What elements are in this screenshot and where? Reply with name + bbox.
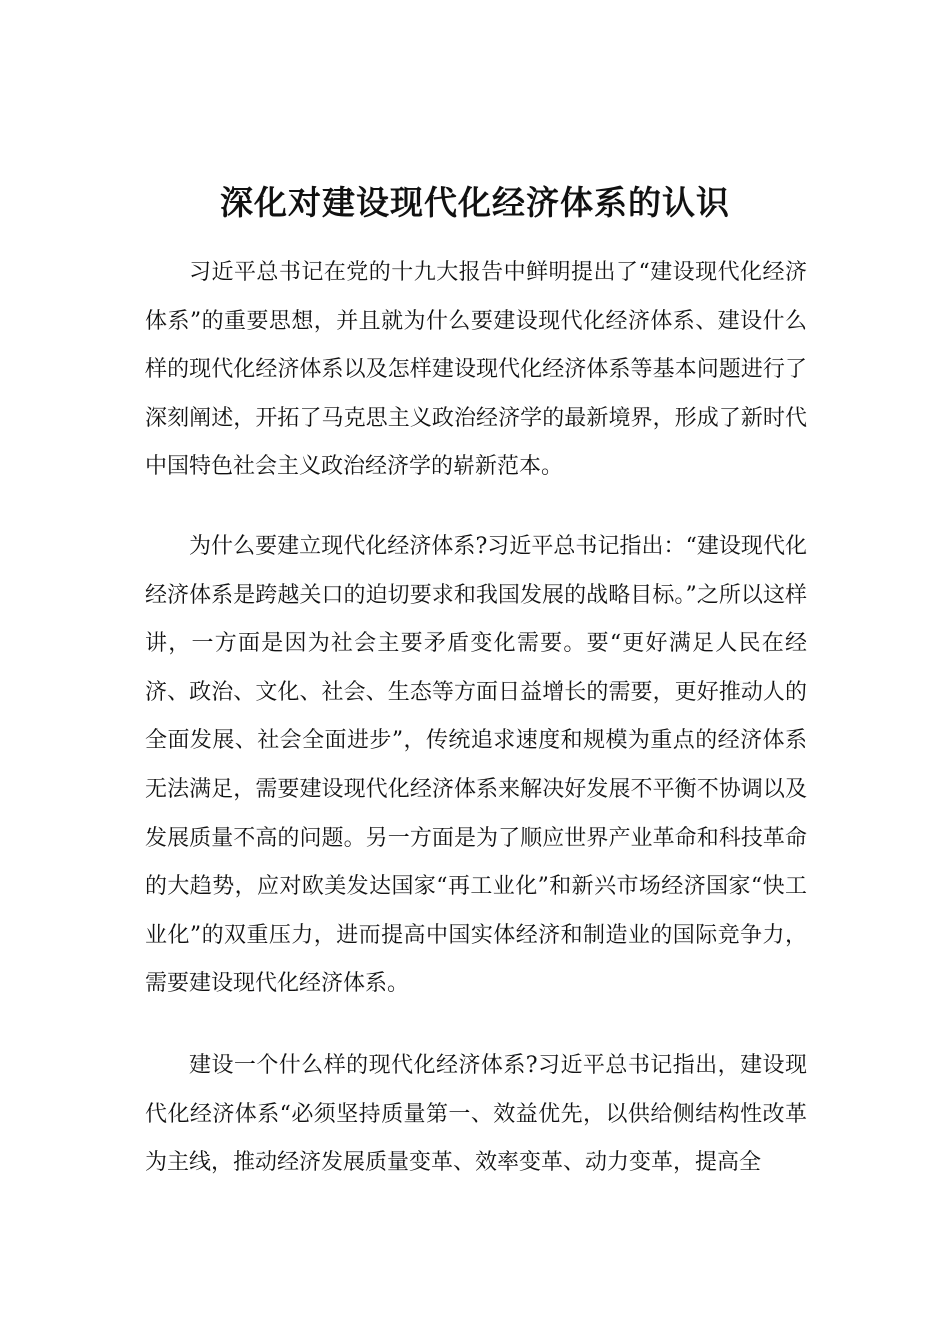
document-title: 深化对建设现代化经济体系的认识 xyxy=(220,183,730,222)
paragraph-3: 建设一个什么样的现代化经济体系?习近平总书记指出，建设现代化经济体系“必须坚持质量第一、效益优先，以供给侧结构性改革为主线，推动经济发展质量变革、效率变革、动力变革，提高全 xyxy=(145,1053,807,1176)
paragraph-1: 习近平总书记在党的十九大报告中鲜明提出了“建设现代化经济体系”的重要思想，并且就为什么要建设现代化经济体系、建设什么样的现代化经济体系以及怎样建设现代化经济体系等基本问题进行了深刻阐述，开拓了马克思主义政治经济学的最新境界，形成了新时代中国特色社会主义政治经济学的崭新范本。 xyxy=(145,260,807,480)
paragraph-2: 为什么要建立现代化经济体系?习近平总书记指出：“建设现代化经济体系是跨越关口的迫切要求和我国发展的战略目标。”之所以这样讲，一方面是因为社会主要矛盾变化需要。要“更好满足人民在经济、政治、文化、社会、生态等方面日益增长的需要，更好推动人的全面发展、社会全面进步”，传统追求速度和规模为重点的经济体系无法满足，需要建设现代化经济体系来解决好发展不平衡不协调以及发展质量不高的问题。另一方面是为了顺应世界产业革命和科技革命的大趋势，应对欧美发达国家“再工业化”和新兴市场经济国家“快工业化”的双重压力，进而提高中国实体经济和制造业的国际竞争力，需要建设现代化经济体系。 xyxy=(145,534,807,997)
